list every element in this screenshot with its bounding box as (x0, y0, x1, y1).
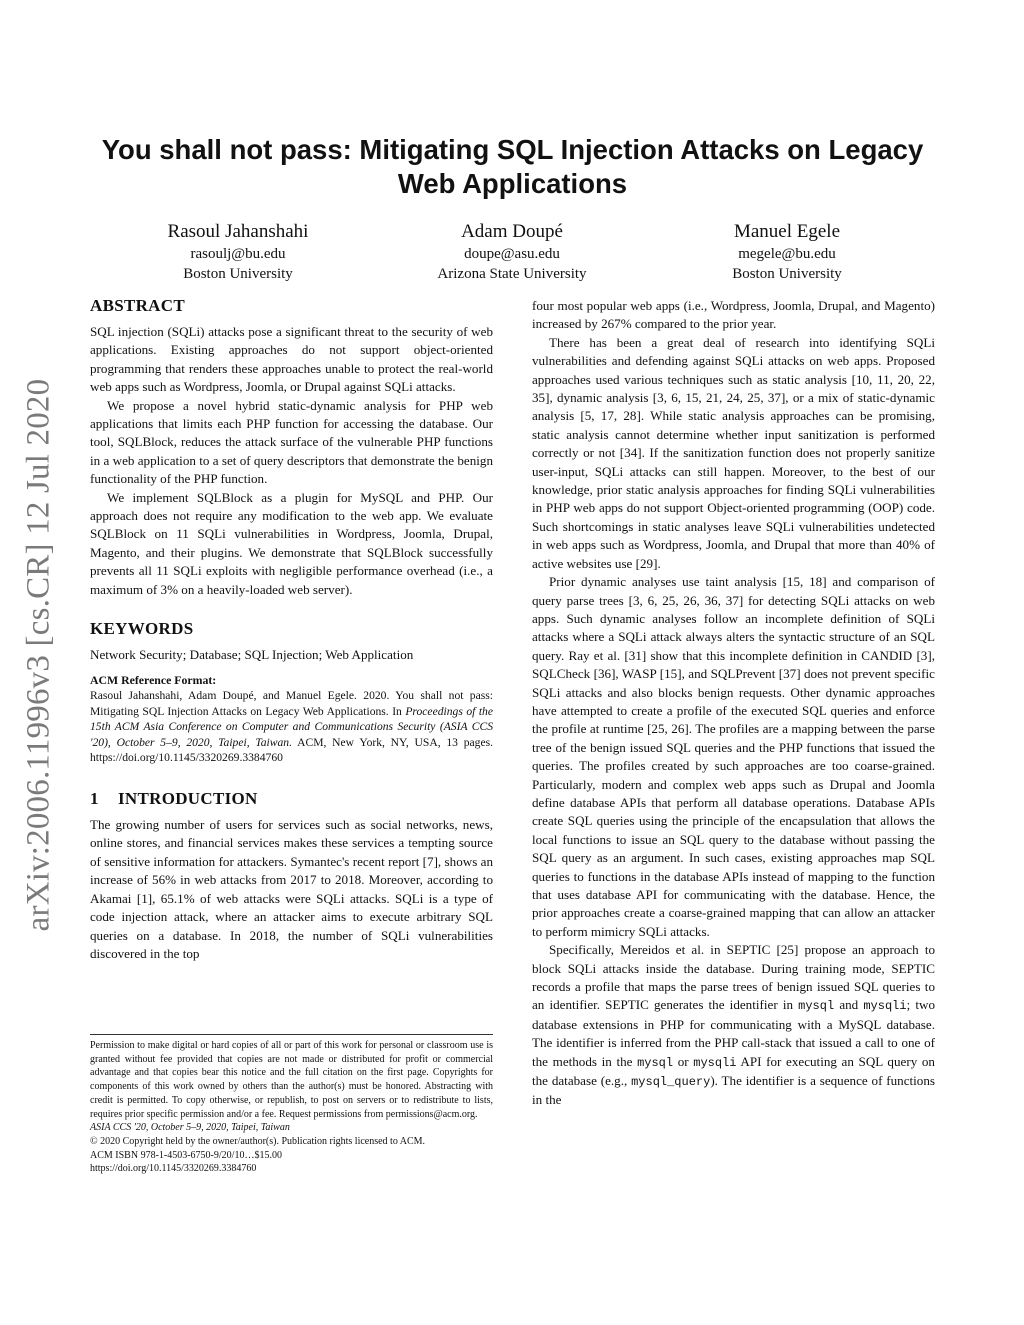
acm-reference-venue: Proceedings of the 15th ACM Asia Conference on Computer and Communications Security (ASIA CCS '20), October 5–9, 2020, Taipei, Taiwan. (90, 704, 493, 749)
body-paragraph: Prior dynamic analyses use taint analysis [15, 18] and comparison of query parse trees [3, 6, 25, 26, 36, 37] for detecting SQLi attacks on web apps. Such dynamic analyses follow an incomplete definition of SQLi attacks where a SQLi attack always alters the syntactic structure of an SQL query. Ray et al. [31] show that this incomplete definition in CANDID [3], SQLCheck [36], WASP [15], and SQLPrevent [37] does not prevent specific SQLi attacks and also blocks benign requests. Other dynamic approaches have attempted to create a profile of the executed SQL queries and enforce the profile at runtime [25, 26]. The profiles are a mapping between the parse tree of the benign issued SQL queries and the PHP functions that issued the queries. The profiles created by such approaches are too coarse-grained. Particularly, modern and complex web apps such as Drupal and Joomla define database APIs that perform all database operations. Database APIs create SQL queries using the principle of the encapsulation that allows the local functions to issue an SQL query to the database without passing the SQL query as an argument. In such cases, existing approaches map SQL queries to functions in the database APIs instead of mapping to the function that uses database API for communicating with the database. Hence, the prior approaches create a coarse-grained mapping that can allow an attacker to perform mimicry SQLi attacks. (532, 574, 935, 939)
body-paragraph (532, 941, 935, 1110)
abstract-paragraph: We propose a novel hybrid static-dynamic analysis for PHP web applications that limits each PHP function for accessing the database. Our tool, SQLBlock, reduces the attack surface of the vulnerable PHP functions in a web application to a set of query descriptors that demonstrate the benign functionality of the PHP function. (90, 397, 493, 487)
abstract-paragraph: We implement SQLBlock as a plugin for MySQL and PHP. Our approach does not require any modification to the web app. We evaluate SQLBlock on 11 SQLi vulnerabilities in Wordpress, Joomla, Drupal, Magento, and their plugins. We demonstrate that SQLBlock successfully prevents all 11 SQLi exploits with negligible performance overhead (i.e., a maximum of 3% on a heavily-loaded web server). (90, 489, 493, 597)
author-name: Adam Doupé (461, 221, 563, 242)
code-mysql-query: mysql_query (631, 1075, 711, 1090)
author-block (108, 220, 368, 284)
author-name: Rasoul Jahanshahi (167, 221, 309, 242)
code-mysqli: mysqli (693, 1055, 737, 1070)
arxiv-stamp (19, 360, 59, 950)
conference-info: ASIA CCS '20, October 5–9, 2020, Taipei, Taiwan (90, 1122, 290, 1134)
right-column (532, 297, 935, 1110)
keywords-text: Network Security; Database; SQL Injection; Web Application (90, 647, 414, 663)
copyright-footnote (90, 1034, 493, 1176)
author-name: Manuel Egele (733, 221, 841, 242)
code-mysqli: mysqli (863, 999, 907, 1014)
text-run: ; two database extensions in PHP for communicating with a MySQL database. The identifier is inferred from the PHP call-stack that issued a call to one of the methods in the (532, 997, 935, 1069)
author-affiliation: Boston University (732, 266, 842, 282)
section-number: 1 (90, 789, 99, 809)
acm-reference (90, 673, 493, 767)
author-email: megele@bu.edu (738, 246, 836, 262)
abstract-heading: ABSTRACT (90, 296, 185, 315)
permission-notice: Permission to make digital or hard copies of all or part of this work for personal or classroom use is granted without fee provided that copies are not made or distributed for profit or commercial advantage and that copies bear this notice and the full citation on the first page. Copyrights for components of this work owned by others than the author(s) must be honored. Abstracting with credit is permitted. To copy otherwise, or republish, to post on servers or to redistribute to lists, requires prior specific permission and/or a fee. Request permissions from permissions@acm.org. (90, 1040, 493, 1120)
doi-link[interactable]: https://doi.org/10.1145/3320269.3384760 (90, 1163, 257, 1175)
abstract-paragraph: SQL injection (SQLi) attacks pose a significant threat to the security of web applications. Existing approaches do not support object-oriented programming that renders these approaches unable to protect the real-world web apps such as Wordpress, Joomla, or Drupal against SQLi attacks. (90, 324, 493, 395)
body-paragraph: There has been a great deal of research into identifying SQLi vulnerabilities and defending against SQLi attacks on web apps. Proposed approaches used various techniques such as static analysis [10, 11, 20, 22, 35], dynamic analysis [3, 6, 15, 21, 24, 25, 37], or a mix of static-dynamic analysis [5, 17, 28]. While static analysis approaches can be promising, static analysis cannot determine whether input sanitization is performed correctly or not [34]. If the sanitization function does not properly sanitize user-input, SQLi attacks can still happen. Moreover, to the best of our knowledge, prior static analysis approaches for finding SQLi vulnerabilities in PHP web apps do not support Object-oriented programming (OOP) code. Such shortcomings in static analyses leave SQLi vulnerabilities undetected in web apps such as Wordpress, Joomla, and Drupal that more than 40% of active websites use [29]. (532, 334, 935, 571)
left-column (90, 295, 493, 963)
acm-reference-heading: ACM Reference Format: (90, 672, 217, 687)
text-run: ). The identifier is a sequence of functions in the (532, 1073, 935, 1108)
acm-reference-publisher: ACM, New York, NY, USA, 13 pages. https://doi.org/10.1145/3320269.3384760 (90, 735, 494, 765)
isbn-line: ACM ISBN 978-1-4503-6750-9/20/10…$15.00 (90, 1149, 282, 1161)
keywords-heading: KEYWORDS (90, 619, 194, 639)
author-block (382, 220, 642, 284)
author-email: doupe@asu.edu (464, 246, 560, 262)
text-run: and (834, 997, 864, 1013)
paper-title: You shall not pass: Mitigating SQL Injection Attacks on Legacy Web Applications (101, 134, 924, 199)
author-block (657, 220, 917, 284)
author-email: rasoulj@bu.edu (190, 246, 286, 262)
text-run: Specifically, Mereidos et al. in SEPTIC [25] propose an approach to block SQLi attacks inside the database. During training mode, SEPTIC records a profile that maps the parse trees of benign issued SQL queries to an identifier. SEPTIC generates the identifier in (532, 942, 935, 1013)
body-paragraph: four most popular web apps (i.e., Wordpress, Joomla, Drupal, and Magento) increased by 267% compared to the prior year. (532, 298, 935, 332)
intro-heading (90, 788, 493, 810)
text-run: or (673, 1053, 694, 1069)
intro-paragraph: The growing number of users for services such as social networks, news, online stores, and financial services makes these services a tempting source of sensitive information for attackers. Symantec's recent report [7], shows an increase of 56% in web attacks from 2017 to 2018. Moreover, according to Akamai [1], 65.1% of web attacks were SQLi attacks. SQLi is a type of code injection attack, where an attacker aims to execute arbitrary SQL queries on a database. In 2018, the number of SQLi vulnerabilities discovered in the top (90, 817, 493, 961)
author-affiliation: Boston University (183, 266, 293, 282)
acm-reference-text: Rasoul Jahanshahi, Adam Doupé, and Manuel Egele. 2020. You shall not pass: Mitigating SQL Injection Attacks on Legacy Web Applications. In (90, 689, 493, 718)
acm-reference-body (90, 688, 493, 766)
code-mysql: mysql (798, 999, 835, 1014)
section-title: INTRODUCTION (118, 789, 258, 809)
text-run: API for executing an SQL query on the database (e.g., (532, 1053, 935, 1089)
arxiv-stamp-text: arXiv:2006.11996v3 [cs.CR] 12 Jul 2020 (20, 378, 57, 932)
copyright-line: © 2020 Copyright held by the owner/author(s). Publication rights licensed to ACM. (90, 1135, 426, 1147)
code-mysql: mysql (637, 1055, 674, 1070)
author-affiliation: Arizona State University (437, 266, 587, 282)
